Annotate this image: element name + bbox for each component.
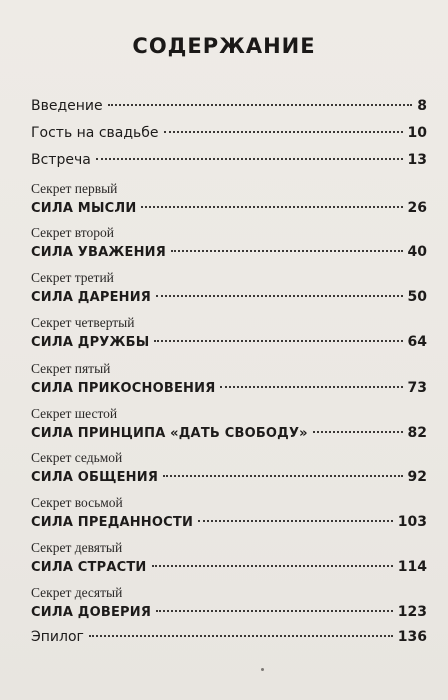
dot-leader bbox=[171, 250, 403, 252]
page-title: СОДЕРЖАНИЕ bbox=[132, 34, 316, 58]
toc-entry-label: Встреча bbox=[31, 152, 91, 168]
toc-entry-label: СИЛА МЫСЛИ bbox=[31, 201, 137, 216]
toc-page-number: 13 bbox=[407, 152, 427, 168]
toc-entry-label: СИЛА ДРУЖБЫ bbox=[31, 335, 150, 350]
toc-entry-label: Эпилог bbox=[31, 629, 84, 645]
toc-line bbox=[31, 512, 427, 532]
dot-leader bbox=[141, 206, 402, 208]
secret-subtitle: Секрет седьмой bbox=[31, 450, 123, 465]
toc-entry-meeting[interactable] bbox=[31, 150, 427, 170]
toc-page-number: 50 bbox=[407, 289, 427, 305]
toc-entry-label: Гость на свадьбе bbox=[31, 125, 159, 141]
paper-speck bbox=[261, 668, 264, 671]
toc-line bbox=[31, 198, 427, 218]
toc-page-number: 114 bbox=[397, 559, 427, 575]
toc-entry-epilogue[interactable] bbox=[31, 627, 427, 647]
secret-subtitle: Секрет третий bbox=[31, 270, 114, 285]
dot-leader bbox=[152, 565, 393, 567]
toc-entry-secret-4[interactable] bbox=[31, 314, 427, 352]
toc-entry-label: СИЛА ДАРЕНИЯ bbox=[31, 290, 152, 305]
dot-leader bbox=[313, 431, 403, 433]
toc-page-number: 92 bbox=[407, 469, 427, 485]
toc-line bbox=[31, 602, 427, 622]
toc-page-number: 8 bbox=[417, 98, 427, 114]
toc-line bbox=[31, 557, 427, 577]
toc-page-number: 73 bbox=[407, 380, 427, 396]
toc-line bbox=[31, 627, 427, 647]
toc-line bbox=[31, 467, 427, 487]
toc-entry-label: СИЛА ПРИКОСНОВЕНИЯ bbox=[31, 381, 216, 396]
secret-subtitle: Секрет шестой bbox=[31, 406, 118, 421]
toc-line bbox=[31, 150, 427, 170]
dot-leader bbox=[164, 131, 403, 133]
toc-entry-secret-8[interactable] bbox=[31, 494, 427, 532]
toc-page-number: 103 bbox=[397, 514, 427, 530]
toc-line bbox=[31, 96, 427, 116]
toc-entry-introduction[interactable] bbox=[31, 96, 427, 116]
toc-page-number: 64 bbox=[407, 334, 427, 350]
toc-entry-label: СИЛА СТРАСТИ bbox=[31, 560, 147, 575]
dot-leader bbox=[154, 340, 402, 342]
toc-page-number: 40 bbox=[407, 244, 427, 260]
toc-entry-secret-6[interactable] bbox=[31, 405, 427, 443]
toc-entry-secret-1[interactable] bbox=[31, 180, 427, 218]
toc-entry-label: СИЛА ОБЩЕНИЯ bbox=[31, 470, 159, 485]
toc-entry-label: СИЛА ПРИНЦИПА «ДАТЬ СВОБОДУ» bbox=[31, 426, 308, 441]
secret-subtitle: Секрет первый bbox=[31, 181, 118, 196]
toc-page-number: 123 bbox=[397, 604, 427, 620]
toc-entry-secret-10[interactable] bbox=[31, 584, 427, 622]
toc-entry-secret-7[interactable] bbox=[31, 449, 427, 487]
toc-entry-secret-9[interactable] bbox=[31, 539, 427, 577]
toc-line bbox=[31, 378, 427, 398]
dot-leader bbox=[96, 158, 403, 160]
toc-line bbox=[31, 123, 427, 143]
dot-leader bbox=[198, 520, 393, 522]
secret-subtitle: Секрет восьмой bbox=[31, 495, 123, 510]
secret-subtitle: Секрет пятый bbox=[31, 361, 111, 376]
dot-leader bbox=[89, 635, 393, 637]
toc-entry-label: СИЛА ДОВЕРИЯ bbox=[31, 605, 152, 620]
toc-entry-secret-5[interactable] bbox=[31, 360, 427, 398]
secret-subtitle: Секрет четвертый bbox=[31, 315, 135, 330]
secret-subtitle: Секрет девятый bbox=[31, 540, 123, 555]
toc-page-number: 26 bbox=[407, 200, 427, 216]
toc-line bbox=[31, 423, 427, 443]
dot-leader bbox=[220, 386, 402, 388]
toc-entry-wedding-guest[interactable] bbox=[31, 123, 427, 143]
secret-subtitle: Секрет десятый bbox=[31, 585, 123, 600]
toc-line bbox=[31, 332, 427, 352]
dot-leader bbox=[163, 475, 402, 477]
toc-line bbox=[31, 242, 427, 262]
dot-leader bbox=[156, 610, 393, 612]
secret-subtitle: Секрет второй bbox=[31, 225, 114, 240]
toc-entry-secret-2[interactable] bbox=[31, 224, 427, 262]
dot-leader bbox=[108, 104, 413, 106]
toc-entry-label: СИЛА ПРЕДАННОСТИ bbox=[31, 515, 194, 530]
toc-entry-secret-3[interactable] bbox=[31, 269, 427, 307]
toc-entry-label: СИЛА УВАЖЕНИЯ bbox=[31, 245, 166, 260]
toc-page-number: 136 bbox=[397, 629, 427, 645]
toc-line bbox=[31, 287, 427, 307]
toc-entry-label: Введение bbox=[31, 98, 103, 114]
toc-page-number: 82 bbox=[407, 425, 427, 441]
toc-page-number: 10 bbox=[407, 125, 427, 141]
dot-leader bbox=[156, 295, 402, 297]
